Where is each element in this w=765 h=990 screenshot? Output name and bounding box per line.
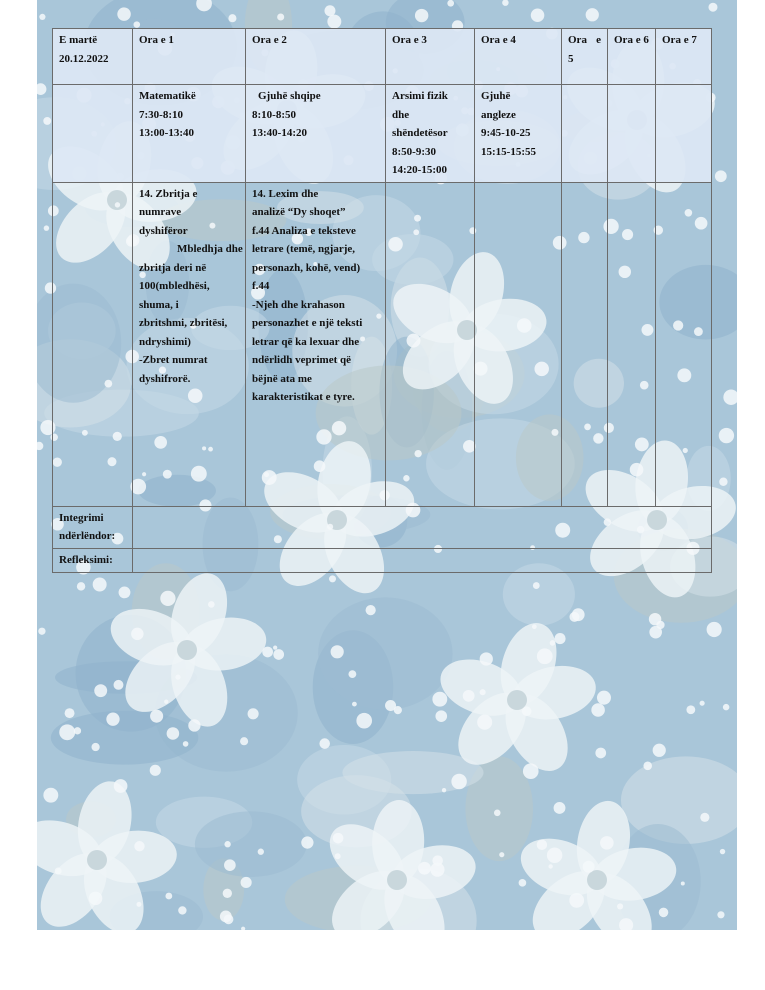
- header-row: [53, 29, 712, 85]
- background-dot: [208, 601, 215, 608]
- date-cell: [53, 29, 133, 85]
- topic-cell-math: [133, 182, 246, 506]
- background-dot: [114, 779, 128, 793]
- topic-line: personazh, kohë, vend): [252, 261, 361, 274]
- period-header: Ora e 5: [562, 29, 608, 85]
- background-dot: [167, 727, 180, 740]
- subject-cell: [386, 85, 475, 183]
- background-dot: [65, 708, 75, 718]
- background-dot: [273, 649, 284, 660]
- topic-line: zbritja deri në: [139, 261, 207, 274]
- background-dot: [37, 83, 46, 95]
- background-dot: [131, 628, 143, 640]
- background-dot: [537, 648, 553, 664]
- background-dot: [335, 853, 341, 859]
- subject-cell: [475, 85, 562, 183]
- background-dot: [583, 861, 595, 873]
- flower-center: [177, 640, 197, 660]
- background-dot: [119, 586, 131, 598]
- background-dot: [415, 9, 428, 22]
- background-dot: [700, 701, 705, 706]
- reflection-label: Refleksimi:: [59, 553, 113, 566]
- background-dot: [708, 3, 717, 12]
- background-dot: [331, 645, 344, 658]
- empty-cell: [386, 182, 475, 506]
- date-label: 20.12.2022: [59, 52, 109, 65]
- background-dot: [477, 715, 492, 730]
- topic-line: f.44: [252, 280, 270, 292]
- topic-line: 100(mbledhësi,: [139, 280, 210, 292]
- background-dot: [600, 836, 614, 850]
- topics-row: [53, 182, 712, 506]
- time-slot: 8:50-9:30: [392, 145, 436, 158]
- background-dot: [258, 849, 264, 855]
- background-dot: [715, 170, 727, 182]
- background-wash: [195, 811, 307, 877]
- subject-name: Arsimi fizik: [392, 90, 448, 102]
- background-dot: [548, 864, 552, 868]
- empty-cell: [53, 85, 133, 183]
- background-dot: [93, 578, 107, 592]
- background-dot: [37, 442, 43, 450]
- background-dot: [554, 633, 565, 644]
- empty-cell: [656, 85, 712, 183]
- lesson-plan-table: [52, 28, 712, 573]
- background-dot: [597, 691, 611, 705]
- reflection-row: [53, 548, 712, 572]
- background-dot: [114, 680, 124, 690]
- background-dot: [523, 763, 539, 779]
- period-header: Ora e 4: [475, 29, 562, 85]
- empty-cell: [562, 85, 608, 183]
- background-dot: [117, 7, 130, 20]
- background-dot: [240, 737, 248, 745]
- topic-line: analizë “Dy shoqet”: [252, 206, 346, 218]
- background-dot: [723, 390, 737, 405]
- subject-name: Matematikë: [139, 90, 196, 102]
- background-dot: [480, 652, 493, 665]
- background-dot: [499, 852, 504, 857]
- integration-label: ndërlëndor:: [59, 530, 116, 542]
- background-dot: [241, 927, 245, 930]
- topic-line: 14. Lexim dhe: [252, 187, 319, 200]
- background-dot: [366, 605, 376, 615]
- subjects-row: [53, 85, 712, 183]
- topic-line: -Njeh dhe krahason: [252, 298, 345, 311]
- time-slot: 8:10-8:50: [252, 108, 296, 121]
- background-dot: [220, 911, 232, 923]
- background-dot: [183, 741, 189, 747]
- subject-cell: [133, 85, 246, 183]
- topic-line: numrave: [139, 206, 182, 218]
- integration-row: [53, 506, 712, 548]
- background-dot: [91, 743, 99, 751]
- time-slot: 14:20-15:00: [392, 164, 447, 176]
- subject-name: dhe: [392, 108, 410, 121]
- background-dot: [653, 744, 666, 757]
- topic-line: personazhet e një teksti: [252, 317, 363, 329]
- subject-cell: [246, 85, 386, 183]
- background-dot: [649, 626, 662, 639]
- topic-line: bëjnë ata me: [252, 372, 312, 385]
- reflection-value: [133, 548, 712, 572]
- background-dot: [106, 713, 119, 726]
- background-dot: [188, 719, 200, 731]
- background-dot: [659, 908, 669, 918]
- empty-cell: [562, 182, 608, 506]
- background-dot: [532, 624, 537, 629]
- background-dot: [134, 21, 141, 28]
- background-dot: [134, 841, 144, 851]
- topic-line: karakteristikat e tyre.: [252, 391, 355, 403]
- background-dot: [165, 893, 172, 900]
- background-dot: [720, 849, 725, 854]
- topic-line: dyshifrorë.: [139, 372, 191, 385]
- background-dot: [333, 833, 344, 844]
- topic-line: Mbledhja dhe: [177, 243, 243, 255]
- background-dot: [554, 802, 566, 814]
- flower-center: [87, 850, 107, 870]
- subject-name: angleze: [481, 108, 516, 121]
- background-dot: [301, 836, 313, 848]
- background-dot: [94, 684, 107, 697]
- background-dot: [136, 902, 141, 907]
- background-dot: [447, 0, 454, 7]
- empty-cell: [608, 182, 656, 506]
- subject-name: Gjuhë shqipe: [258, 90, 321, 102]
- time-slot: 15:15-15:55: [481, 145, 536, 158]
- background-dot: [451, 774, 466, 789]
- background-dot: [39, 14, 45, 20]
- background-dot: [463, 690, 475, 702]
- background-dot: [617, 903, 623, 909]
- time-slot: 7:30-8:10: [139, 108, 183, 121]
- topic-line: zbritshmi, zbritësi,: [139, 317, 228, 329]
- time-slot: 9:45-10-25: [481, 127, 531, 139]
- background-dot: [77, 582, 85, 590]
- empty-cell: [475, 182, 562, 506]
- background-dot: [533, 582, 540, 589]
- flower-center: [587, 870, 607, 890]
- background-dot: [38, 628, 45, 635]
- background-dot: [537, 840, 547, 850]
- background-dot: [591, 703, 605, 717]
- background-dot: [224, 859, 236, 871]
- background-dot: [550, 640, 556, 646]
- background-dot: [44, 225, 49, 230]
- background-dot: [43, 788, 58, 803]
- flower-center: [507, 690, 527, 710]
- background-dot: [273, 645, 277, 649]
- topic-line: ndryshimi): [139, 335, 191, 348]
- background-dot: [224, 841, 230, 847]
- topic-line: -Zbret numrat: [139, 354, 208, 366]
- background-dot: [643, 762, 652, 771]
- background-dot: [319, 738, 330, 749]
- background-dot: [522, 706, 532, 716]
- period-header: Ora e 3: [386, 29, 475, 85]
- integration-value: [133, 506, 712, 548]
- background-dot: [719, 428, 734, 443]
- background-dot: [719, 478, 727, 486]
- background-dot: [150, 765, 161, 776]
- reflection-label-cell: [53, 548, 133, 572]
- period-header: Ora e 1: [133, 29, 246, 85]
- background-dot: [700, 813, 709, 822]
- background-dot: [519, 879, 527, 887]
- background-dot: [595, 748, 606, 759]
- background-dot: [324, 5, 335, 16]
- background-dot: [547, 848, 562, 863]
- time-slot: 13:40-14:20: [252, 127, 307, 139]
- background-dot: [327, 15, 341, 29]
- background-dot: [531, 8, 545, 22]
- background-dot: [160, 591, 175, 606]
- period-header: Ora e 2: [246, 29, 386, 85]
- background-dot: [723, 704, 730, 711]
- topic-line: dyshifëror: [139, 224, 188, 237]
- flower-center: [387, 870, 407, 890]
- empty-cell: [53, 182, 133, 506]
- background-dot: [717, 911, 724, 918]
- background-dot: [686, 705, 695, 714]
- background-dot: [55, 868, 62, 875]
- background-dot: [329, 575, 336, 582]
- background-dot: [432, 855, 443, 866]
- background-dot: [649, 613, 661, 625]
- background-dot: [442, 788, 446, 792]
- topic-line: letrare (temë, ngjarje,: [252, 243, 356, 255]
- background-dot: [494, 810, 501, 817]
- background-dot: [277, 13, 284, 20]
- topic-line: 14. Zbritja e: [139, 187, 198, 200]
- background-dot: [707, 622, 722, 637]
- subject-name: shëndetësor: [392, 127, 448, 139]
- background-dot: [164, 700, 168, 704]
- background-dot: [569, 893, 584, 908]
- background-dot: [480, 689, 486, 695]
- background-dot: [262, 647, 273, 658]
- period-header: Ora e 7: [656, 29, 712, 85]
- background-dot: [241, 877, 252, 888]
- background-dot: [175, 674, 180, 679]
- background-dot: [356, 713, 372, 729]
- integration-label: Integrimi: [59, 511, 104, 524]
- empty-cell: [656, 182, 712, 506]
- background-dot: [394, 706, 402, 714]
- background-dot: [435, 710, 447, 722]
- background-dot: [43, 117, 51, 125]
- integration-label-cell: [53, 506, 133, 548]
- topic-line: letrar që ka lexuar dhe: [252, 335, 360, 348]
- background-dot: [432, 692, 447, 707]
- background-dot: [248, 708, 259, 719]
- background-dot: [348, 670, 356, 678]
- topic-line: f.44 Analiza e teksteve: [252, 224, 356, 237]
- background-dot: [89, 892, 103, 906]
- background-dot: [586, 8, 599, 21]
- background-dot: [150, 710, 163, 723]
- background-dot: [502, 0, 508, 6]
- background-dot: [352, 702, 357, 707]
- background-dot: [59, 724, 75, 740]
- background-dot: [74, 727, 81, 734]
- topic-line: shuma, i: [139, 298, 179, 311]
- background-dot: [228, 14, 236, 22]
- background-dot: [681, 881, 685, 885]
- subject-name: Gjuhë: [481, 90, 511, 102]
- time-slot: 13:00-13:40: [139, 127, 194, 139]
- day-label: E martë: [59, 34, 98, 46]
- background-dot: [223, 889, 232, 898]
- topic-line: ndërlidh veprimet që: [252, 354, 351, 366]
- topic-cell-albanian: [246, 182, 386, 506]
- background-dot: [569, 612, 579, 622]
- background-dot: [178, 906, 186, 914]
- background-dot: [418, 862, 431, 875]
- background-wash: [503, 563, 575, 625]
- empty-cell: [608, 85, 656, 183]
- period-header: Ora e 6: [608, 29, 656, 85]
